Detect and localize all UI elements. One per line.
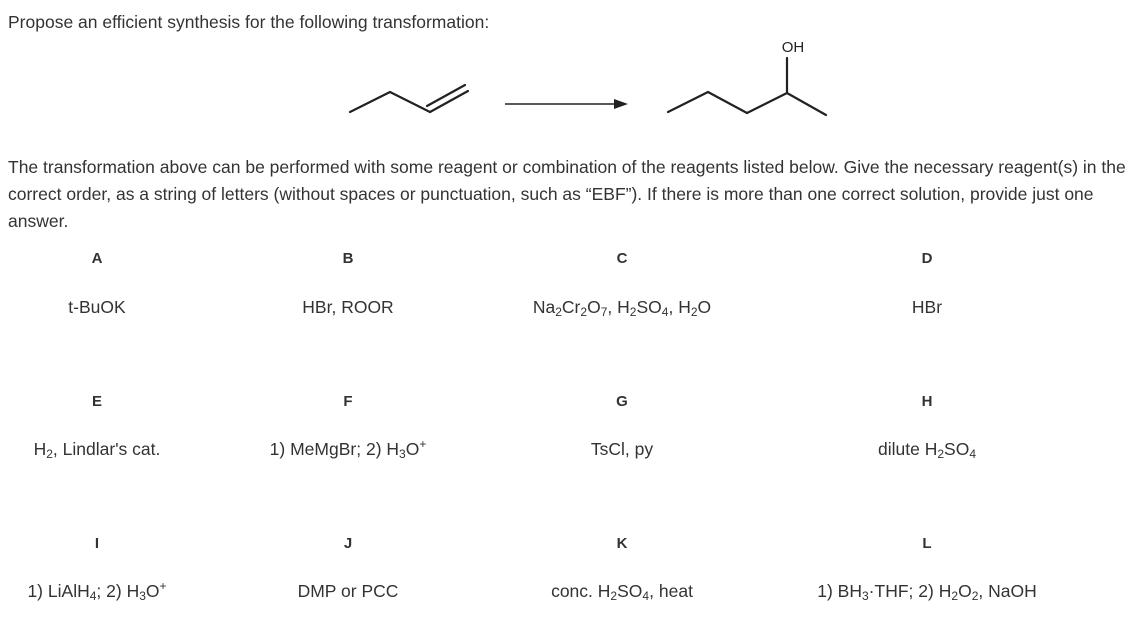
reagent-e: $H_2$, Lindlar's cat.: [33, 439, 161, 461]
question-instructions: The transformation above can be performed with some reagent or combination of the reagents listed below. Give the necessary reagent(s) in the correct order, as a string of letters (without spaces or punctuation, such as “EBF”). If there is more than one correct solution, provide just one answer.: [8, 157, 1126, 231]
reagent-letter-f: F: [343, 393, 353, 410]
reagent-b: HBr, ROOR: [302, 297, 394, 317]
reagent-letter-k: K: [616, 535, 628, 552]
reagent-k: conc. $H_2SO_4$, heat: [551, 581, 693, 603]
reagent-letter-g: G: [616, 393, 628, 410]
hydroxyl-label: OH: [781, 39, 805, 56]
reagent-a: t-BuOK: [68, 297, 126, 317]
reagent-c: $Na_2Cr_2O_7$, $H_2SO_4$, $H_2O$: [532, 297, 712, 319]
reagent-letter-h: H: [921, 393, 933, 410]
reagent-l: 1) $BH_3\cdot THF$; 2) $H_2O_2$, NaOH: [817, 581, 1037, 603]
reagent-i: 1) LiAlH$_4$; 2) $H_3O^+$: [27, 579, 167, 603]
reagent-d: HBr: [911, 297, 943, 317]
reaction-scheme: [0, 30, 1146, 140]
reagent-g: TsCl, py: [590, 439, 654, 459]
reagent-letter-j: J: [343, 535, 353, 552]
reagent-letter-l: L: [922, 535, 932, 552]
reagent-letter-a: A: [91, 250, 103, 267]
product-alcohol-structure: [668, 58, 826, 115]
starting-alkene-structure: [350, 85, 468, 112]
question-prompt: Propose an efficient synthesis for the following transformation:: [8, 12, 490, 32]
reagent-h: dilute $H_2SO_4$: [877, 439, 977, 461]
reagent-j: DMP or PCC: [297, 581, 399, 601]
reagent-letter-e: E: [91, 393, 102, 410]
reagent-f: 1) MeMgBr; 2) $H_3O^+$: [269, 437, 427, 461]
reagent-letter-b: B: [342, 250, 354, 267]
reagent-letter-c: C: [616, 250, 628, 267]
reagent-letter-d: D: [921, 250, 933, 267]
reaction-arrow: [505, 99, 628, 109]
reagent-letter-i: I: [94, 535, 100, 552]
